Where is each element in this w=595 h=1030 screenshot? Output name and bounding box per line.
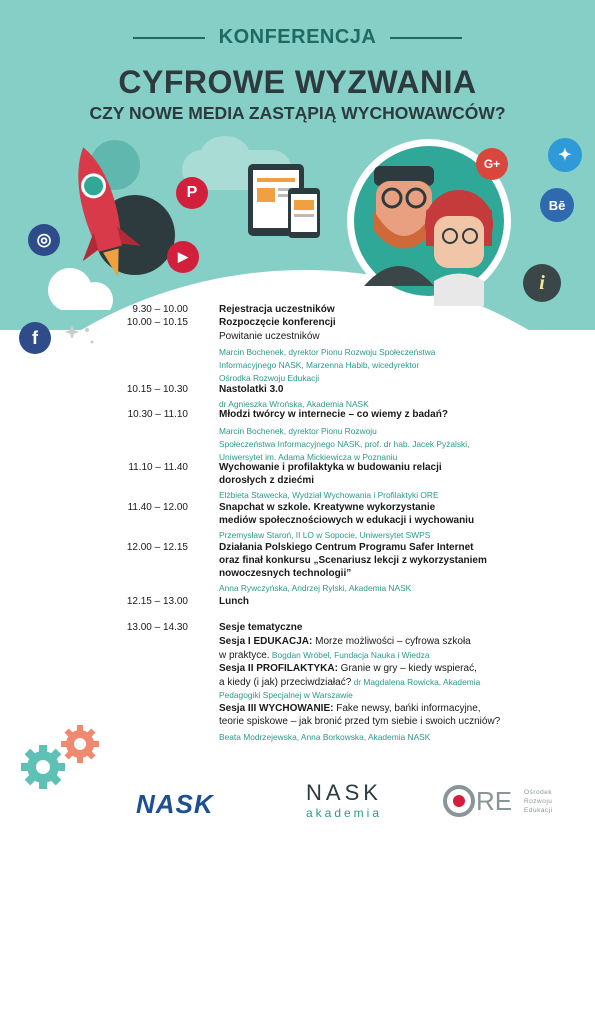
divider bbox=[390, 37, 462, 39]
agenda-title: Rejestracja uczestników bbox=[219, 304, 335, 315]
agenda-title: Nastolatki 3.0 bbox=[219, 384, 284, 395]
nask-akademia-wordmark: NASK bbox=[306, 780, 382, 805]
agenda-speaker: dr Agnieszka Wrońska, Akademia NASK bbox=[219, 399, 369, 409]
session-text: Morze możliwości – cyfrowa szkoła bbox=[312, 636, 471, 647]
agenda-time: 10.15 – 10.30 bbox=[126, 384, 188, 395]
agenda-title: Młodzi twórcy w internecie – co wiemy z badań? bbox=[219, 409, 448, 420]
agenda-time: 11.10 – 11.40 bbox=[128, 462, 188, 473]
agenda-speaker: Przemysław Staroń, II LO w Sopocie, Uniwersytet SWPS bbox=[219, 530, 431, 540]
session-text: a kiedy (i jak) przeciwdziałać? bbox=[219, 677, 352, 688]
agenda-title: Rozpoczęcie konferencji bbox=[219, 317, 336, 328]
page-subtitle: CZY NOWE MEDIA ZASTĄPIĄ WYCHOWAWCÓW? bbox=[89, 103, 506, 123]
agenda-speaker: Społeczeństwa Informacyjnego NASK, prof. dr hab. Jacek Pyżalski, bbox=[219, 439, 470, 449]
session-label: Sesja I EDUKACJA: bbox=[219, 636, 313, 647]
rocket-illustration bbox=[40, 140, 190, 310]
session-speaker: Pedagogiki Specjalnej w Warszawie bbox=[219, 690, 353, 700]
pinterest-icon[interactable]: P bbox=[176, 177, 208, 209]
agenda-time: 10.30 – 11.10 bbox=[127, 409, 188, 420]
partner-logos bbox=[0, 770, 595, 840]
agenda-title: dorosłych z dziećmi bbox=[219, 475, 315, 486]
session-speaker: Bogdan Wróbel, Fundacja Nauka i Wiedza bbox=[269, 650, 430, 660]
agenda-time: 12.15 – 13.00 bbox=[126, 596, 188, 607]
agenda-time: 10.00 – 10.15 bbox=[126, 317, 188, 328]
facebook-icon[interactable]: f bbox=[19, 322, 51, 354]
session-label: Sesja III WYCHOWANIE: bbox=[219, 703, 334, 714]
agenda-title: mediów społecznościowych w edukacji i wychowaniu bbox=[219, 515, 475, 526]
nask-logo: NASK bbox=[136, 789, 214, 819]
session-text: teorie spiskowe – jak bronić przed tym siebie i swoich uczniów? bbox=[219, 716, 501, 727]
google-plus-icon[interactable]: G+ bbox=[476, 148, 508, 180]
agenda-speaker: Anna Rywczyńska, Andrzej Rylski, Akademia NASK bbox=[219, 583, 412, 593]
cloud bbox=[200, 136, 250, 176]
page-title: CYFROWE WYZWANIA bbox=[118, 64, 477, 100]
agenda-speaker: Ośrodka Rozwoju Edukacji bbox=[219, 373, 320, 383]
agenda-time: 11.40 – 12.00 bbox=[127, 502, 188, 513]
youtube-icon[interactable]: ▶ bbox=[167, 241, 199, 273]
agenda-title: Sesje tematyczne bbox=[219, 622, 303, 633]
instagram-icon[interactable]: ◎ bbox=[28, 224, 60, 256]
nask-akademia-logo bbox=[298, 780, 390, 820]
agenda-title: Lunch bbox=[219, 596, 249, 607]
twitter-icon[interactable]: ✦ bbox=[548, 138, 582, 172]
agenda-time: 13.00 – 14.30 bbox=[126, 622, 188, 633]
agenda-speaker: Marcin Bochenek, dyrektor Pionu Rozwoju bbox=[219, 426, 377, 436]
agenda-time: 12.00 – 12.15 bbox=[126, 542, 188, 553]
agenda-speaker: Uniwersytet im. Adama Mickiewicza w Poznaniu bbox=[219, 452, 398, 462]
session-1 bbox=[219, 636, 539, 649]
devices-illustration bbox=[246, 158, 326, 240]
session-2-cont bbox=[219, 676, 539, 690]
divider bbox=[133, 37, 205, 39]
kicker-row bbox=[0, 26, 595, 49]
agenda-speaker: Marcin Bochenek, dyrektor Pionu Rozwoju Społeczeństwa bbox=[219, 347, 436, 357]
session-speaker: Beata Modrzejewska, Anna Borkowska, Akademia NASK bbox=[219, 732, 431, 742]
session-1-cont bbox=[219, 649, 539, 663]
session-2 bbox=[219, 663, 539, 676]
agenda-title: Działania Polskiego Centrum Programu Safer Internet bbox=[219, 542, 474, 553]
agenda-title: nowoczesnych technologii” bbox=[219, 568, 352, 579]
agenda-subtitle: Powitanie uczestników bbox=[219, 331, 320, 342]
ore-description: Rozwoju bbox=[524, 797, 553, 805]
ore-wordmark-visible: RE bbox=[476, 786, 513, 816]
session-text: Granie w gry – kiedy wspierać, bbox=[337, 663, 477, 674]
sparkle-decoration bbox=[62, 320, 102, 350]
agenda-title: Snapchat w szkole. Kreatywne wykorzystanie bbox=[219, 502, 436, 513]
session-speaker: dr Magdalena Rowicka, Akademia bbox=[351, 677, 481, 687]
session-label: Sesja II PROFILAKTYKA: bbox=[219, 663, 338, 674]
info-icon[interactable]: i bbox=[523, 264, 561, 302]
agenda-title: Wychowanie i profilaktyka w budowaniu relacji bbox=[219, 462, 442, 473]
conference-label: KONFERENCJA bbox=[218, 26, 377, 48]
session-text: w praktyce. bbox=[219, 650, 270, 661]
agenda-title: oraz finał konkursu „Scenariusz lekcji z wykorzystaniem bbox=[219, 555, 487, 566]
session-text: Fake newsy, bańki informacyjne, bbox=[333, 703, 481, 714]
session-3-cont bbox=[219, 716, 539, 729]
behance-icon[interactable]: Bē bbox=[540, 188, 574, 222]
agenda-speaker: Elżbieta Stawecka, Wydział Wychowania i Profilaktyki ORE bbox=[219, 490, 439, 500]
ore-description: Ośrodek bbox=[524, 788, 553, 796]
nask-akademia-subtitle: akademia bbox=[305, 806, 383, 820]
ore-description: Edukacji bbox=[524, 806, 553, 814]
session-3 bbox=[219, 703, 539, 716]
ore-logo bbox=[442, 784, 553, 818]
agenda-speaker: Informacyjnego NASK, Marzenna Habib, wicedyrektor bbox=[219, 360, 420, 370]
agenda-time: 9.30 – 10.00 bbox=[132, 304, 188, 315]
